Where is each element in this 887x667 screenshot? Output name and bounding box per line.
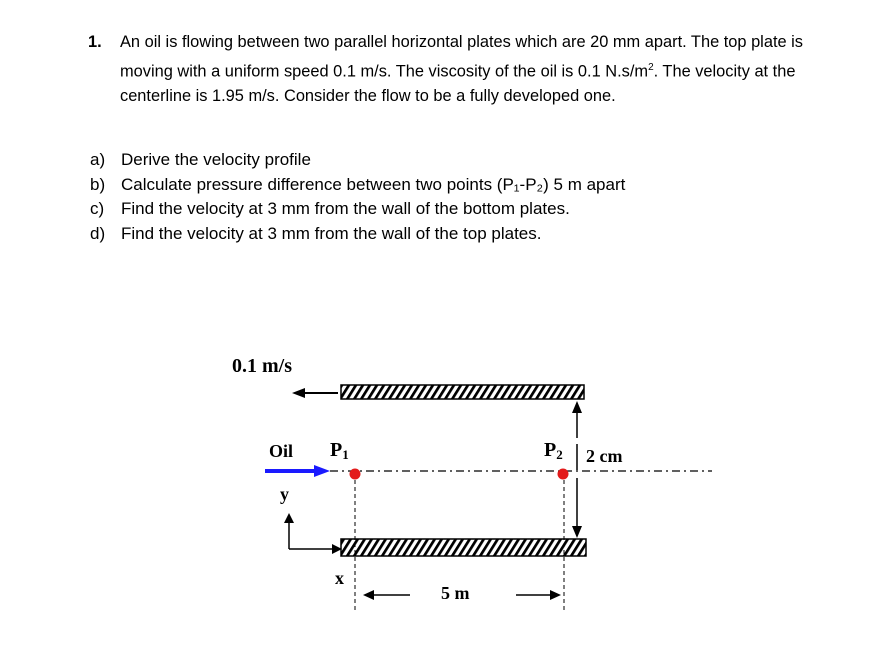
oil-flow-arrow [265, 465, 330, 477]
p1-label: P1 [330, 439, 349, 462]
oil-label: Oil [269, 441, 294, 461]
part-c: c) Find the velocity at 3 mm from the wall of the bottom plates. [90, 199, 570, 218]
p2-label: P2 [544, 439, 563, 462]
problem-text: An oil is flowing between two parallel horizontal plates which are 20 mm apart. The top plate is moving with a uniform speed 0.1 m/s. The viscosity of the oil is 0.1 $N.s/m^2$. The velocity at the centerline is 1.95 m/s. Consider the flow to be a fully developed one. [120, 33, 804, 106]
x-axis-label: x [335, 568, 344, 588]
part-a: a) Derive the velocity profile [90, 150, 311, 169]
plate-velocity-arrow [292, 388, 338, 398]
y-axis-label: y [280, 484, 289, 504]
point-p1-marker [350, 469, 361, 480]
part-d: d) Find the velocity at 3 mm from the wall of the top plates. [90, 223, 542, 243]
problem-number: 1. [88, 33, 102, 51]
point-p2-marker [558, 469, 569, 480]
coordinate-axes [284, 513, 342, 554]
top-plate [341, 385, 584, 399]
gap-label: 2 cm [586, 446, 623, 466]
speed-label: 0.1 m/s [232, 355, 292, 377]
distance-label: 5 m [441, 583, 470, 603]
part-b: b) Calculate pressure difference between two points (P₁-P₂) 5 m apart [90, 174, 626, 194]
bottom-plate [341, 539, 586, 556]
